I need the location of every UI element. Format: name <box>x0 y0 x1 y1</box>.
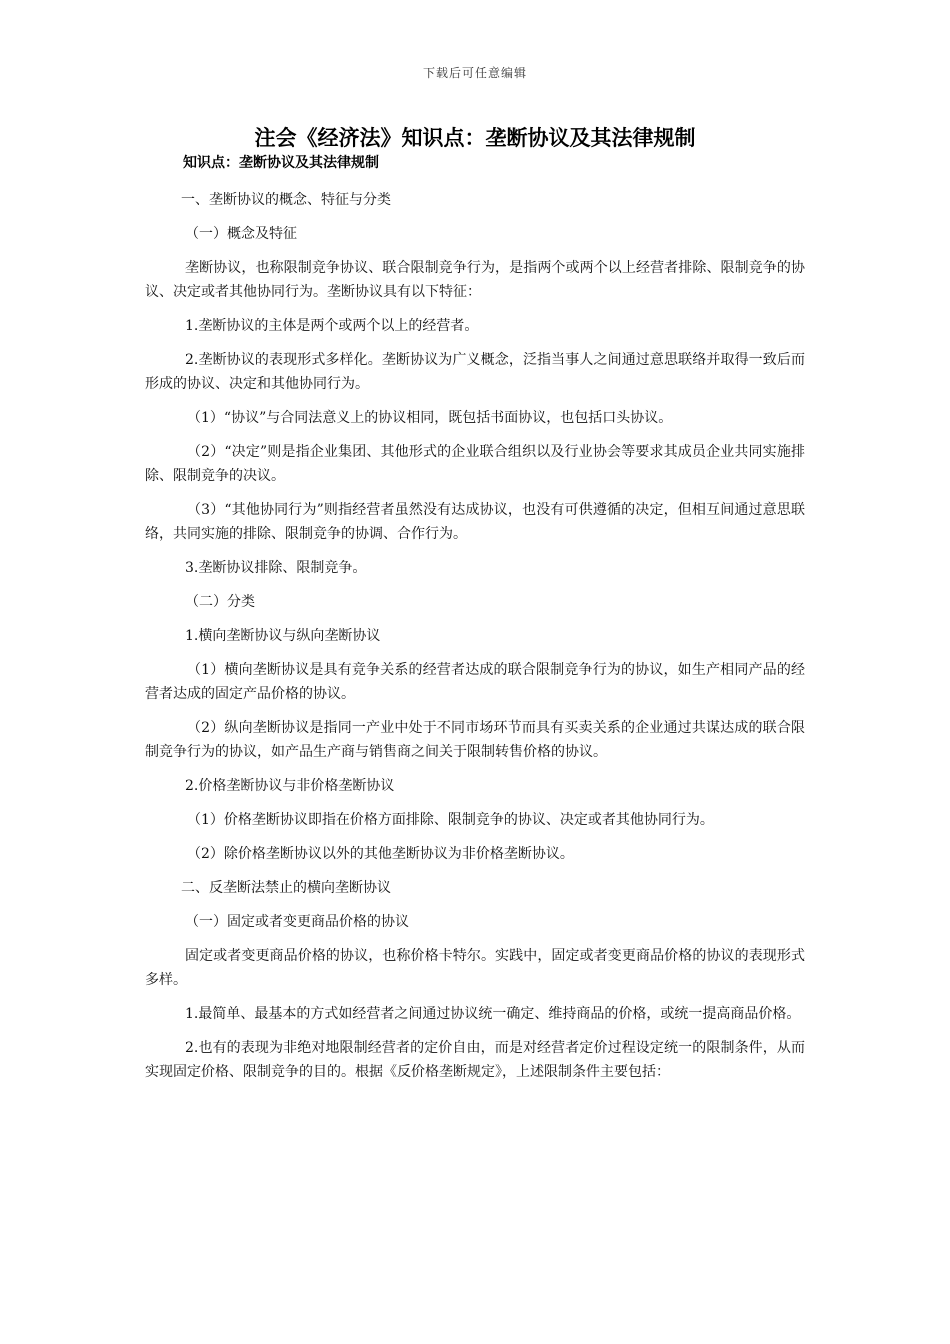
body-paragraph: 固定或者变更商品价格的协议，也称价格卡特尔。实践中，固定或者变更商品价格的协议的表现形式多样。 <box>145 948 805 988</box>
list-item: 2.垄断协议的表现形式多样化。垄断协议为广义概念，泛指当事人之间通过意思联络并取得一致后而形成的协议、决定和其他协同行为。 <box>145 352 805 392</box>
sub-list-item: （1）价格垄断协议即指在价格方面排除、限制竞争的协议、决定或者其他协同行为。 <box>187 812 714 828</box>
sub-list-item: （1）“协议”与合同法意义上的协议相同，既包括书面协议，也包括口头协议。 <box>187 410 673 426</box>
sub-list-item: （2）“决定”则是指企业集团、其他形式的企业联合组织以及行业协会等要求其成员企业共同实施排除、限制竞争的决议。 <box>145 444 805 484</box>
body-paragraph: 垄断协议，也称限制竞争协议、联合限制竞争行为，是指两个或两个以上经营者排除、限制竞争的协议、决定或者其他协同行为。垄断协议具有以下特征： <box>145 260 805 300</box>
list-item: 1.垄断协议的主体是两个或两个以上的经营者。 <box>185 318 479 334</box>
header-note: 下载后可任意编辑 <box>422 66 527 80</box>
document-body <box>145 188 805 1094</box>
list-item: 1.横向垄断协议与纵向垄断协议 <box>185 628 381 644</box>
list-item: 1.最简单、最基本的方式如经营者之间通过协议统一确定、维持商品的价格，或统一提高商品价格。 <box>185 1006 801 1022</box>
sub-list-item: （2）除价格垄断协议以外的其他垄断协议为非价格垄断协议。 <box>187 846 574 862</box>
subsection-heading: （一）概念及特征 <box>185 226 297 242</box>
subsection-heading: （一）固定或者变更商品价格的协议 <box>185 914 409 930</box>
sub-list-item: （3）“其他协同行为”则指经营者虽然没有达成协议，也没有可供遵循的决定，但相互间通过意思联络，共同实施的排除、限制竞争的协调、合作行为。 <box>145 502 805 542</box>
sub-list-item: （1）横向垄断协议是具有竞争关系的经营者达成的联合限制竞争行为的协议，如生产相同产品的经营者达成的固定产品价格的协议。 <box>145 662 805 702</box>
list-item: 3.垄断协议排除、限制竞争。 <box>185 560 367 576</box>
section-heading: 二、反垄断法禁止的横向垄断协议 <box>181 880 391 896</box>
list-item: 2.价格垄断协议与非价格垄断协议 <box>185 778 395 794</box>
section-heading: 一、垄断协议的概念、特征与分类 <box>181 192 391 208</box>
subsection-heading: （二）分类 <box>185 594 255 610</box>
document-subtitle: 知识点：垄断协议及其法律规制 <box>183 155 379 171</box>
document-title: 注会《经济法》知识点：垄断协议及其法律规制 <box>254 126 696 150</box>
list-item: 2.也有的表现为非绝对地限制经营者的定价自由，而是对经营者定价过程设定统一的限制条件，从而实现固定价格、限制竞争的目的。根据《反价格垄断规定》，上述限制条件主要包括： <box>145 1040 805 1080</box>
sub-list-item: （2）纵向垄断协议是指同一产业中处于不同市场环节而具有买卖关系的企业通过共谋达成的联合限制竞争行为的协议，如产品生产商与销售商之间关于限制转售价格的协议。 <box>145 720 805 760</box>
